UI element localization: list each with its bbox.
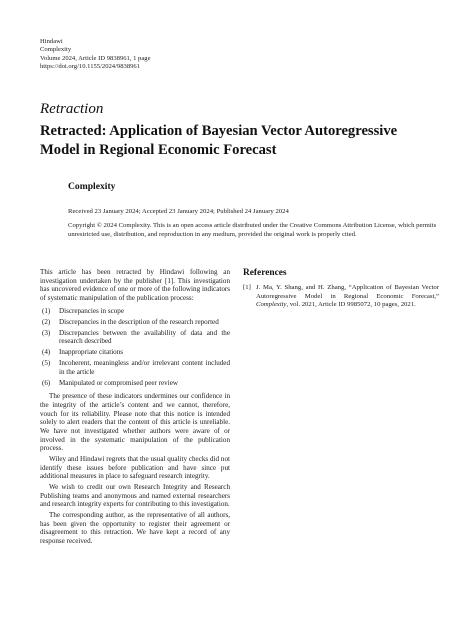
list-item-text: Discrepancies in the description of the research reported <box>59 317 219 326</box>
list-item-number: (4) <box>42 348 51 357</box>
body-paragraph: The presence of these indicators undermines our confidence in the integrity of the article’s content and we cannot, therefore, vouch for its reliability. Please note that this notice is intended solely to alert readers that the content of this article is unreliable. We have not investigated whether authors were aware of or involved in the systematic manipulation of the publication process. <box>40 392 230 453</box>
list-item-text: Discrepancies in scope <box>59 306 125 315</box>
reference-text <box>256 284 439 310</box>
publisher-name: Hindawi <box>40 38 63 45</box>
reference-citation: J. Ma, Y. Shang, and H. Zhang, “Application of Bayesian Vector Autoregressive Model in Regional Economic Forecast,” <box>256 284 439 300</box>
references-section <box>243 268 439 310</box>
list-item-number: (6) <box>42 378 51 387</box>
doi-link[interactable]: https://doi.org/10.1155/2024/9838961 <box>40 62 141 70</box>
list-item-text: Discrepancies between the availability of data and the research described <box>59 328 230 346</box>
body-column <box>40 268 230 546</box>
list-item <box>40 379 230 388</box>
list-item-number: (1) <box>42 306 51 315</box>
reference-number: [1] <box>243 284 251 291</box>
references-heading: References <box>243 268 287 278</box>
publication-dates: Received 23 January 2024; Accepted 23 January 2024; Published 24 January 2024 <box>68 208 289 215</box>
list-item-text: Incoherent, meaningless and/or irrelevant content included in the article <box>59 359 230 376</box>
list-item-number: (3) <box>42 328 51 337</box>
journal-name-header: Complexity <box>40 46 72 54</box>
volume-line: Volume 2024, Article ID 9838961, 1 page <box>40 54 151 62</box>
journal-header-meta <box>40 38 151 71</box>
body-paragraph: We wish to credit our own Research Integrity and Research Publishing teams and anonymous and named external researchers and research integrity experts for contributing to this investigation. <box>40 482 230 509</box>
journal-author-line: Complexity <box>68 181 116 192</box>
article-title: Retracted: Application of Bayesian Vector Autoregressive Model in Regional Economic Forecast <box>40 123 398 158</box>
list-item <box>40 318 230 327</box>
list-item-text: Manipulated or compromised peer review <box>59 378 178 387</box>
list-item <box>40 348 230 357</box>
body-paragraph: The corresponding author, as the representative of all authors, has been given the opportunity to register their agreement or disagreement to this retraction. We have kept a record of any response received. <box>40 510 230 545</box>
intro-paragraph: This article has been retracted by Hindawi following an investigation undertaken by the publisher [1]. This investigation has uncovered evidence of one or more of the following indicators of systematic manipulation of the publication process: <box>40 268 230 302</box>
list-item <box>40 329 230 346</box>
copyright-notice: Copyright © 2024 Complexity. This is an open access article distributed under the Creative Commons Attribution License, which permits unrestricted use, distribution, and reproduction in any medium, provided the original work is properly cited. <box>68 222 437 238</box>
indicator-list <box>40 307 230 388</box>
reference-journal: Complexity <box>256 301 287 309</box>
list-item-text: Inappropriate citations <box>59 348 124 357</box>
reference-details: , vol. 2021, Article ID 9985072, 10 pages, 2021. <box>286 301 416 309</box>
reference-item <box>243 284 439 310</box>
body-paragraph: Wiley and Hindawi regrets that the usual quality checks did not identify these issues before publication and have since put additional measures in place to safeguard research integrity. <box>40 454 230 481</box>
document-type: Retraction <box>40 101 104 117</box>
list-item-number: (2) <box>42 317 51 326</box>
list-item <box>40 359 230 376</box>
list-item <box>40 307 230 316</box>
list-item-number: (5) <box>42 359 51 368</box>
